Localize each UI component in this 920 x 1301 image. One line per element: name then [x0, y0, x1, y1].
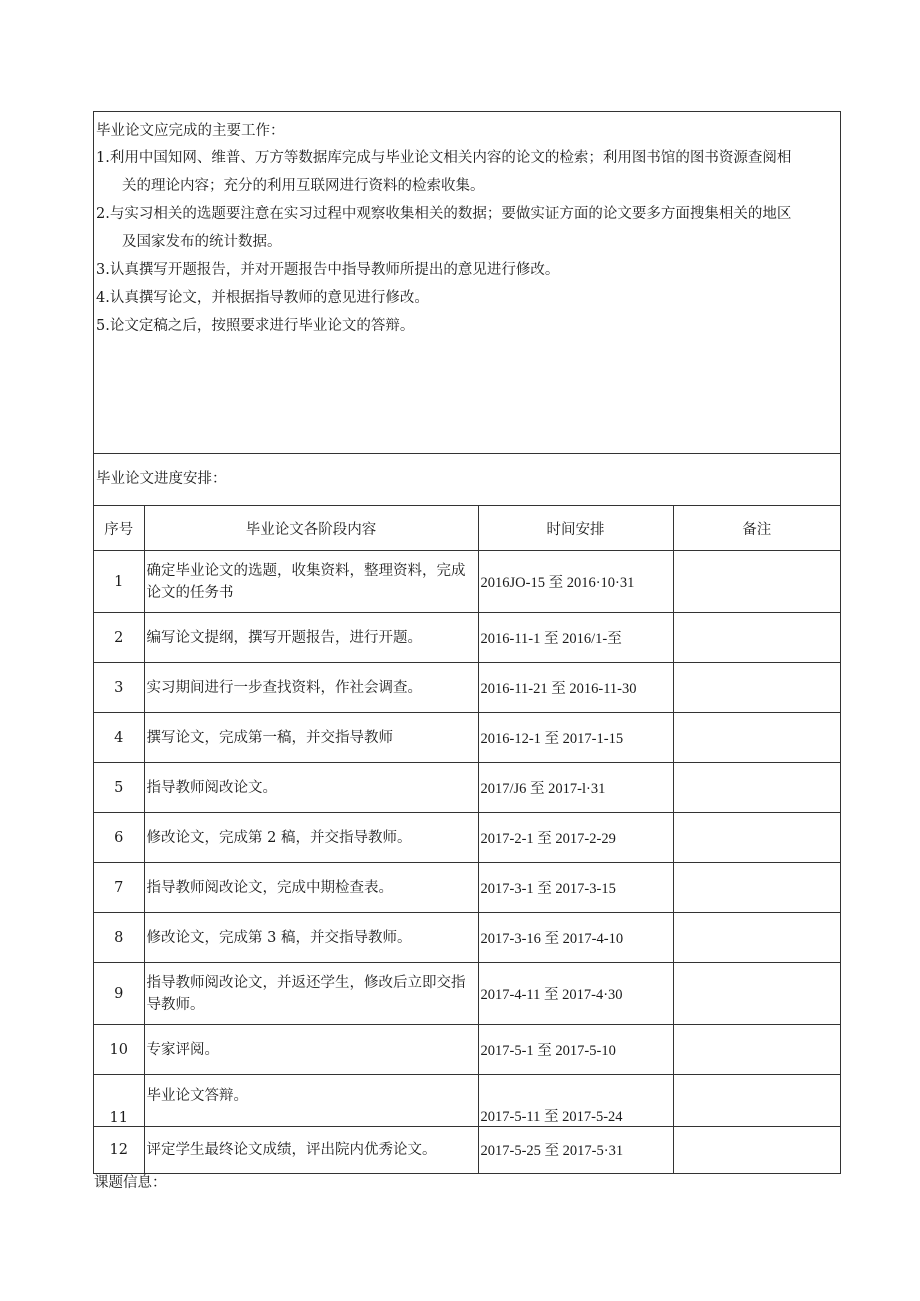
- main-work-item-3: 3.认真撰写开题报告，并对开题报告中指导教师所提出的意见进行修改。: [96, 262, 560, 278]
- row-note: [673, 551, 840, 613]
- table-row: [94, 1127, 840, 1173]
- row-seq: 7: [94, 863, 144, 913]
- row-time: 2017-5-1 至 2017-5-10: [478, 1025, 673, 1075]
- schedule-table: [94, 506, 840, 1173]
- table-row: [94, 663, 840, 713]
- row-content: 修改论文，完成第 3 稿，并交指导教师。: [144, 913, 478, 963]
- main-work-item-4: 4.认真撰写论文，并根据指导教师的意见进行修改。: [96, 290, 429, 306]
- main-work-item-2: [96, 200, 838, 256]
- row-note: [673, 813, 840, 863]
- row-content: 评定学生最终论文成绩，评出院内优秀论文。: [144, 1127, 478, 1173]
- row-time: 2017/J6 至 2017-l·31: [478, 763, 673, 813]
- row-seq: 9: [94, 963, 144, 1025]
- row-seq: 12: [94, 1127, 144, 1173]
- row-seq: 4: [94, 713, 144, 763]
- row-time: 2017-4-11 至 2017-4·30: [478, 963, 673, 1025]
- table-row: [94, 1075, 840, 1127]
- header-time: 时间安排: [478, 506, 673, 551]
- row-content: 指导教师阅改论文，完成中期检查表。: [144, 863, 478, 913]
- row-content: 毕业论文答辩。: [144, 1075, 478, 1127]
- row-note: [673, 863, 840, 913]
- row-seq: 6: [94, 813, 144, 863]
- table-row: [94, 963, 840, 1025]
- main-work-item-1: [96, 144, 838, 200]
- main-work-item-2-line1: 2.与实习相关的选题要注意在实习过程中观察收集相关的数据；要做实证方面的论文要多方面搜集相关的地区: [96, 206, 792, 222]
- row-note: [673, 963, 840, 1025]
- row-note: [673, 1075, 840, 1127]
- row-seq: 8: [94, 913, 144, 963]
- main-work-section: [94, 112, 840, 454]
- row-time: 2017-3-1 至 2017-3-15: [478, 863, 673, 913]
- row-seq: 1: [94, 551, 144, 613]
- table-row: [94, 551, 840, 613]
- row-seq: 10: [94, 1025, 144, 1075]
- header-seq: 序号: [94, 506, 144, 551]
- main-work-item-2-line2: 及国家发布的统计数据。: [122, 234, 282, 250]
- row-time: 2016-11-21 至 2016-11-30: [478, 663, 673, 713]
- row-time: 2016-11-1 至 2016/1-至: [478, 613, 673, 663]
- table-row: [94, 1025, 840, 1075]
- row-seq: 3: [94, 663, 144, 713]
- schedule-title-row: [94, 454, 840, 506]
- table-row: [94, 863, 840, 913]
- row-content: 实习期间进行一步查找资料，作社会调查。: [144, 663, 478, 713]
- row-content: 撰写论文，完成第一稿，并交指导教师: [144, 713, 478, 763]
- topic-info-label: 课题信息：: [94, 1175, 167, 1191]
- row-content: 编写论文提纲，撰写开题报告，进行开题。: [144, 613, 478, 663]
- row-note: [673, 663, 840, 713]
- main-work-title: 毕业论文应完成的主要工作：: [96, 123, 285, 139]
- row-seq: 2: [94, 613, 144, 663]
- thesis-form: [93, 111, 841, 1174]
- row-time: 2016JO-15 至 2016·10·31: [478, 551, 673, 613]
- table-row: [94, 713, 840, 763]
- main-work-item-1-line2: 关的理论内容；充分的利用互联网进行资料的检索收集。: [122, 178, 485, 194]
- row-note: [673, 713, 840, 763]
- table-row: [94, 913, 840, 963]
- row-content: 专家评阅。: [144, 1025, 478, 1075]
- header-content: 毕业论文各阶段内容: [144, 506, 478, 551]
- row-content: 确定毕业论文的选题，收集资料，整理资料，完成论文的任务书: [144, 551, 478, 613]
- table-row: [94, 613, 840, 663]
- row-time: 2017-5-11 至 2017-5-24: [478, 1075, 673, 1127]
- row-time: 2017-5-25 至 2017-5·31: [478, 1127, 673, 1173]
- table-row: [94, 763, 840, 813]
- table-row: [94, 813, 840, 863]
- row-time: 2016-12-1 至 2017-1-15: [478, 713, 673, 763]
- row-note: [673, 1025, 840, 1075]
- row-content: 指导教师阅改论文。: [144, 763, 478, 813]
- row-seq: 5: [94, 763, 144, 813]
- header-note: 备注: [673, 506, 840, 551]
- schedule-title: 毕业论文进度安排：: [96, 471, 227, 487]
- row-content: 指导教师阅改论文，并返还学生，修改后立即交指导教师。: [144, 963, 478, 1025]
- row-note: [673, 1127, 840, 1173]
- row-time: 2017-2-1 至 2017-2-29: [478, 813, 673, 863]
- main-work-item-1-line1: 1.利用中国知网、维普、万方等数据库完成与毕业论文相关内容的论文的检索；利用图书馆的图书资源查阅相: [96, 150, 792, 166]
- schedule-header-row: [94, 506, 840, 551]
- main-work-item-5: 5.论文定稿之后，按照要求进行毕业论文的答辩。: [96, 318, 415, 334]
- row-content: 修改论文，完成第 2 稿，并交指导教师。: [144, 813, 478, 863]
- row-seq: 11: [94, 1075, 144, 1127]
- row-note: [673, 763, 840, 813]
- row-note: [673, 613, 840, 663]
- row-note: [673, 913, 840, 963]
- row-time: 2017-3-16 至 2017-4-10: [478, 913, 673, 963]
